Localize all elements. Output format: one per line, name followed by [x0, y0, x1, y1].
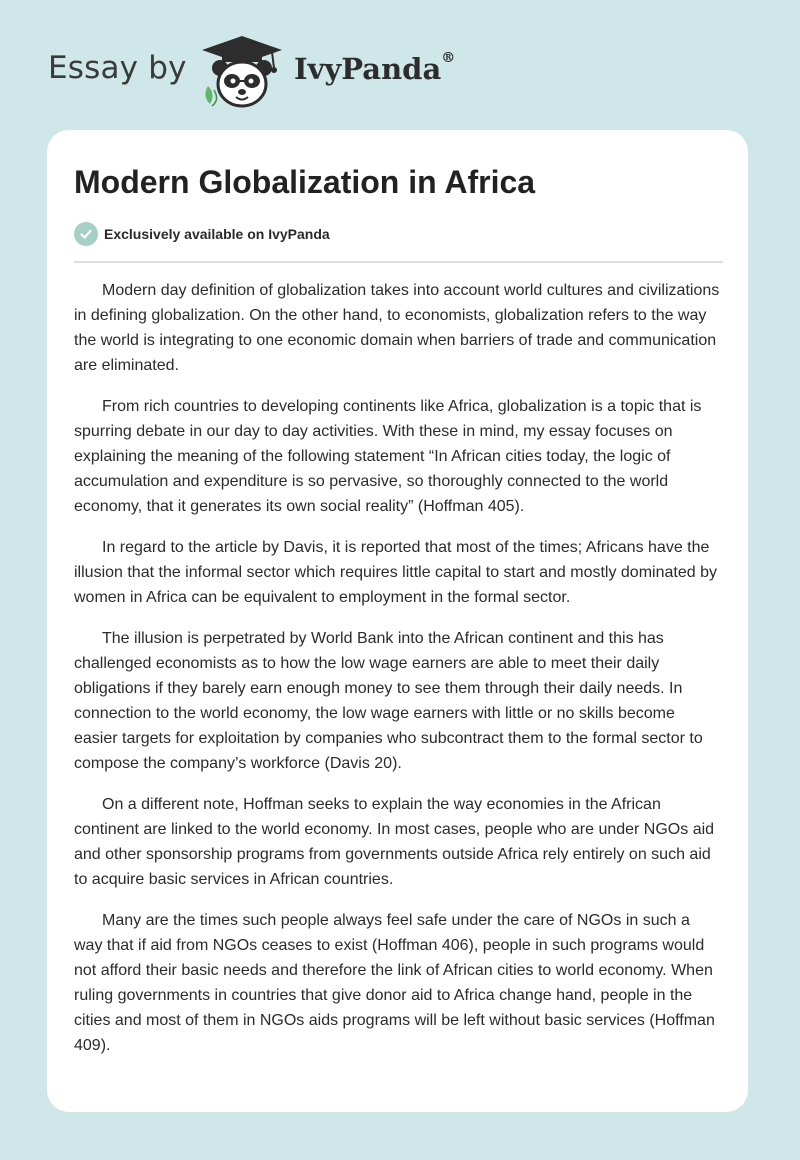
- site-header: [0, 0, 800, 120]
- paragraph: On a different note, Hoffman seeks to explain the way economies in the African continent are linked to the world economy. In most cases, people who are under NGOs aid and other sponsorship programs from governments outside Africa rely entirely on such aid to acquire basic services in African countries.: [74, 796, 715, 888]
- badge-text: Exclusively available on IvyPanda: [104, 226, 330, 242]
- registered-mark: ®: [441, 50, 456, 66]
- panda-graduate-icon[interactable]: [200, 34, 284, 110]
- page-title: Modern Globalization in Africa: [74, 164, 536, 200]
- exclusive-badge: [74, 222, 330, 246]
- brand-name[interactable]: [294, 52, 455, 86]
- title-divider: [74, 261, 723, 263]
- paragraph: The illusion is perpetrated by World Bank into the African continent and this has challenged economists as to how the low wage earners are able to meet their daily obligations if they barely earn enough money to see them through their daily needs. In connection to the world economy, the low wage earners with little or no skills become easier targets for exploitation by companies who subcontract them to the formal sector to compose the company’s workforce (Davis 20).: [74, 630, 703, 772]
- brand-prefix: Essay by: [48, 50, 187, 86]
- paragraph: Modern day definition of globalization takes into account world cultures and civilizations in defining globalization. On the other hand, to economists, globalization refers to the way the world is integrating to one economic domain when barriers of trade and communication are eliminated.: [74, 282, 720, 374]
- brand-name-text: IvyPanda: [294, 52, 442, 86]
- paragraph: Many are the times such people always feel safe under the care of NGOs in such a way that if aid from NGOs ceases to exist (Hoffman 406), people in such programs would not afford their basic needs and therefore the link of African cities to world economy. When ruling governments in countries that give donor aid to Africa change hand, people in the cities and most of them in NGOs aids programs will be left without basic services (Hoffman 409).: [74, 912, 715, 1054]
- check-icon: [74, 222, 98, 246]
- essay-body: [74, 278, 722, 1074]
- paragraph: From rich countries to developing continents like Africa, globalization is a topic that is spurring debate in our day to day activities. With these in mind, my essay focuses on explaining the meaning of the following statement “In African cities today, the logic of accumulation and expenditure is so pervasive, so thoroughly connected to the world economy, that it generates its own social reality” (Hoffman 405).: [74, 398, 702, 515]
- essay-card: [47, 130, 748, 1112]
- paragraph: In regard to the article by Davis, it is reported that most of the times; Africans have the illusion that the informal sector which requires little capital to start and mostly dominated by women in Africa can be equivalent to employment in the formal sector.: [74, 539, 717, 606]
